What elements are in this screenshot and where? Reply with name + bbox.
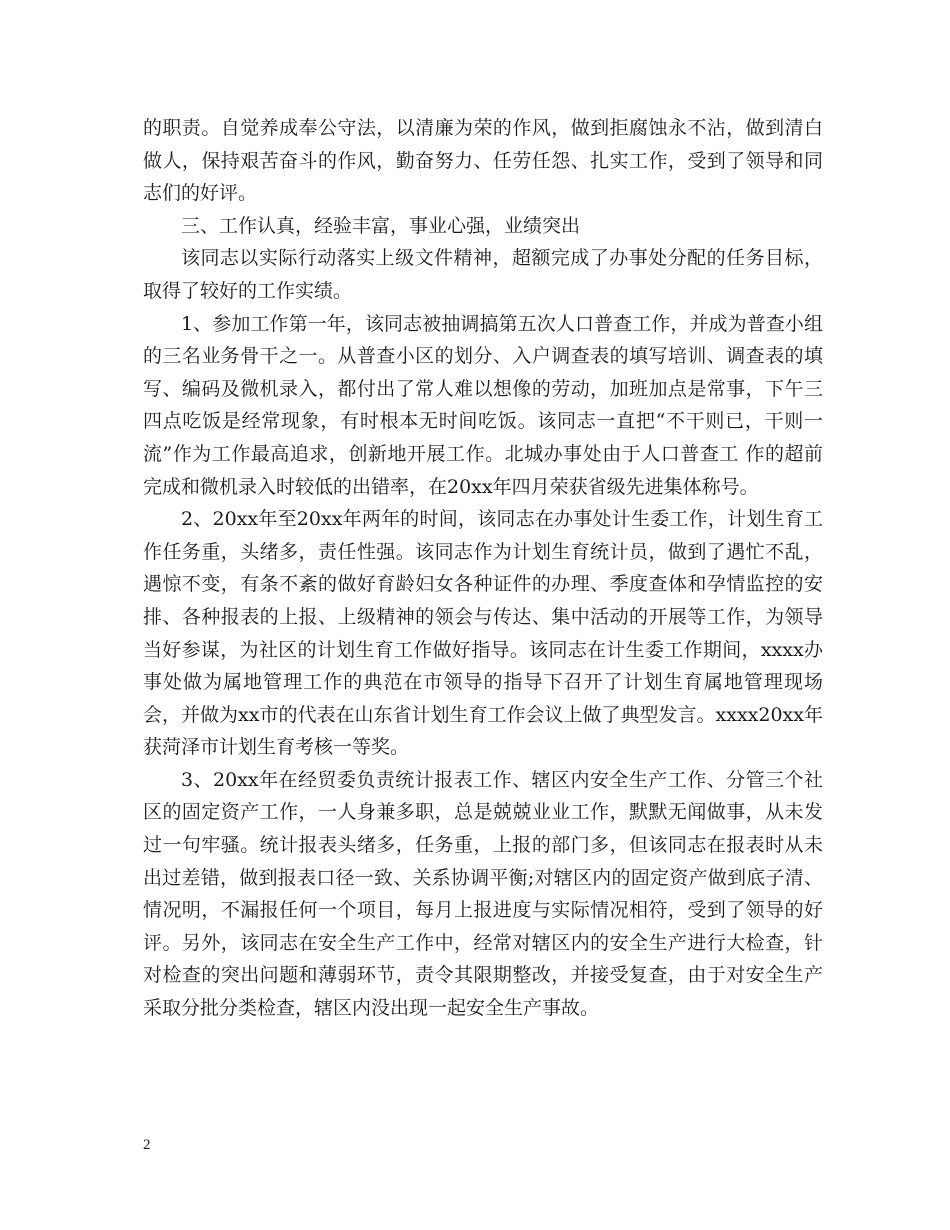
paragraph-item-2: 2、20xx年至20xx年两年的时间，该同志在办事处计生委工作，计划生育工作任务重，头绪多，责任性强。该同志作为计划生育统计员，做到了遇忙不乱，遇惊不变，有条不紊的做好育龄妇女各种证件的办理、季度查体和孕情监控的安排、各种报表的上报、上级精神的领会与传达、集中活动的开展等工作，为领导当好参谋，为社区的计划生育工作做好指导。该同志在计生委工作期间，xxxx办事处做为属地管理工作的典范在市领导的指导下召开了计划生育属地管理现场会，并做为xx市的代表在山东省计划生育工作会议上做了典型发言。xxxx20xx年获菏泽市计划生育考核一等奖。 xyxy=(143,508,823,759)
page-number: 2 xyxy=(143,1137,151,1153)
paragraph-item-1: 1、参加工作第一年，该同志被抽调搞第五次人口普查工作，并成为普查小组的三名业务骨干之一。从普查小区的划分、入户调查表的填写培训、调查表的填写、编码及微机录入，都付出了常人难以想像的劳动，加班加点是常事，下午三四点吃饭是经常现象，有时根本无时间吃饭。该同志一直把“不干则已，干则一流”作为工作最高追求，创新地开展工作。北城办事处由于人口普查工 作的超前完成和微机录入时较低的出错率，在20xx年四月荣获省级先进集体称号。 xyxy=(143,312,823,498)
paragraph-summary: 该同志以实际行动落实上级文件精神，超额完成了办事处分配的任务目标，取得了较好的工作实绩。 xyxy=(143,247,823,302)
document-body xyxy=(143,112,823,1025)
paragraph-continuation: 的职责。自觉养成奉公守法，以清廉为荣的作风，做到拒腐蚀永不沾，做到清白做人，保持艰苦奋斗的作风，勤奋努力、任劳任怨、扎实工作，受到了领导和同志们的好评。 xyxy=(143,117,823,205)
section-heading: 三、工作认真，经验丰富，事业心强，业绩突出 xyxy=(181,214,581,237)
paragraph-item-3: 3、20xx年在经贸委负责统计报表工作、辖区内安全生产工作、分管三个社区的固定资产工作，一人身兼多职，总是兢兢业业工作，默默无闻做事，从未发过一句牢骚。统计报表头绪多，任务重，上报的部门多，但该同志在报表时从未出过差错，做到报表口径一致、关系协调平衡;对辖区内的固定资产做到底子清、情况明，不漏报任何一个项目，每月上报进度与实际情况相符，受到了领导的好评。另外，该同志在安全生产工作中，经常对辖区内的安全生产进行大检查，针对检查的突出问题和薄弱环节，责令其限期整改，并接受复查，由于对安全生产采取分批分类检查，辖区内没出现一起安全生产事故。 xyxy=(143,768,823,1020)
